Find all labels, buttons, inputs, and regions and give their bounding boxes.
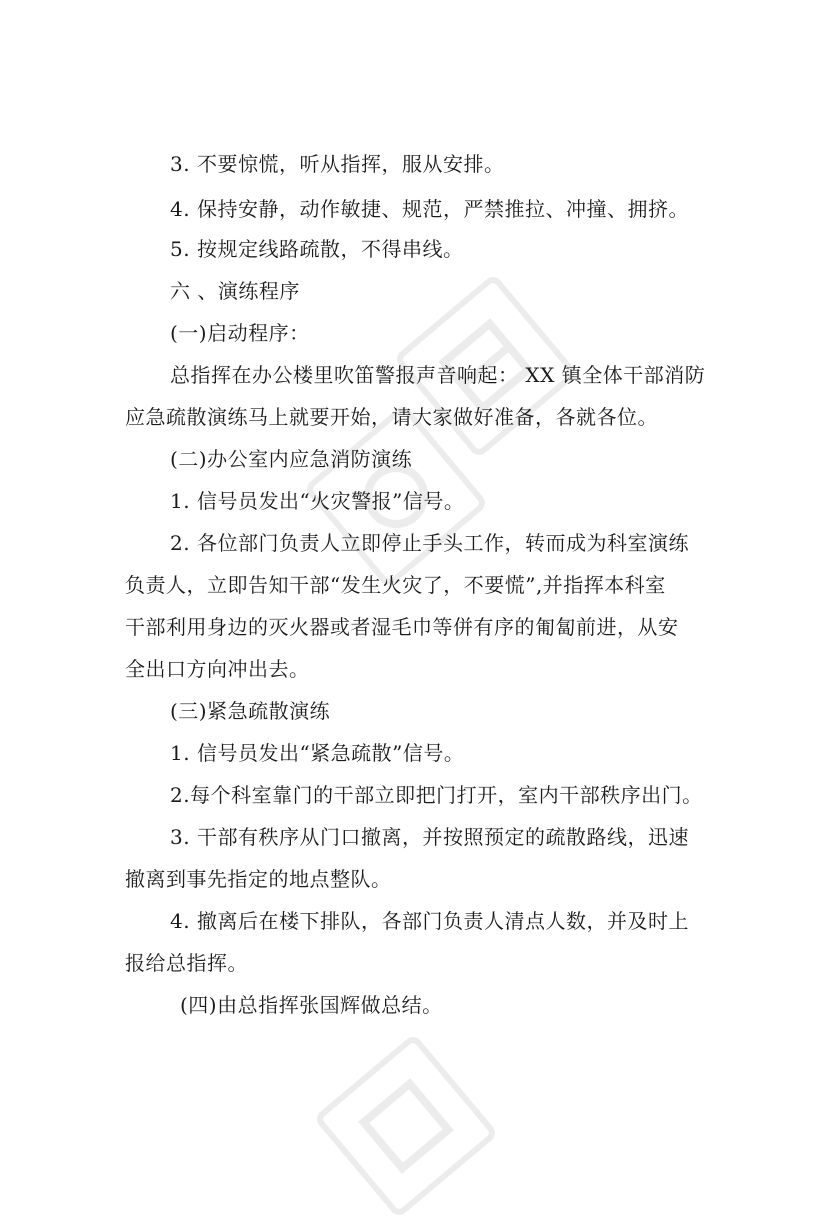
paragraph-line: (四)由总指挥张国辉做总结。 <box>180 993 443 1017</box>
paragraph-line: 报给总指挥。 <box>125 951 248 975</box>
paragraph-line: 2.每个科室靠门的干部立即把门打开，室内干部秩序出门。 <box>170 783 703 807</box>
paragraph-line: 负责人，立即告知干部“发生火灾了，不要慌”,并指挥本科室 <box>125 573 666 597</box>
subsection-heading: (二)办公室内应急消防演练 <box>170 447 413 471</box>
paragraph-line: 全出口方向冲出去。 <box>125 657 310 681</box>
subsection-heading: (一)启动程序： <box>170 321 310 345</box>
paragraph-line: 3. 不要惊慌，听从指挥，服从安排。 <box>170 152 505 176</box>
paragraph-line: 1. 信号员发出“紧急疏散”信号。 <box>170 741 465 765</box>
watermark-logo <box>313 1033 499 1219</box>
paragraph-line: 干部利用身边的灭火器或者湿毛巾等併有序的匍匐前进，从安 <box>125 615 679 639</box>
paragraph-line: 撤离到事先指定的地点整队。 <box>125 867 392 891</box>
paragraph-line: 应急疏散演练马上就要开始，请大家做好准备，各就各位。 <box>125 405 658 429</box>
paragraph-line: 3. 干部有秩序从门口撤离，并按照预定的疏散路线，迅速 <box>170 825 689 849</box>
paragraph-line: 2. 各位部门负责人立即停止手头工作，转而成为科室演练 <box>170 531 689 555</box>
subsection-heading: (三)紧急疏散演练 <box>170 699 331 723</box>
paragraph-line: 5. 按规定线路疏散，不得串线。 <box>170 237 464 261</box>
paragraph-line: 总指挥在办公楼里吹笛警报声音响起： XX 镇全体干部消防 <box>170 363 706 387</box>
paragraph-line: 4. 撤离后在楼下排队，各部门负责人清点人数，并及时上 <box>170 909 689 933</box>
section-heading: 六 、演练程序 <box>170 279 300 303</box>
paragraph-line: 1. 信号员发出“火灾警报”信号。 <box>170 489 465 513</box>
paragraph-line: 4. 保持安静，动作敏捷、规范，严禁推拉、冲撞、拥挤。 <box>170 197 689 221</box>
